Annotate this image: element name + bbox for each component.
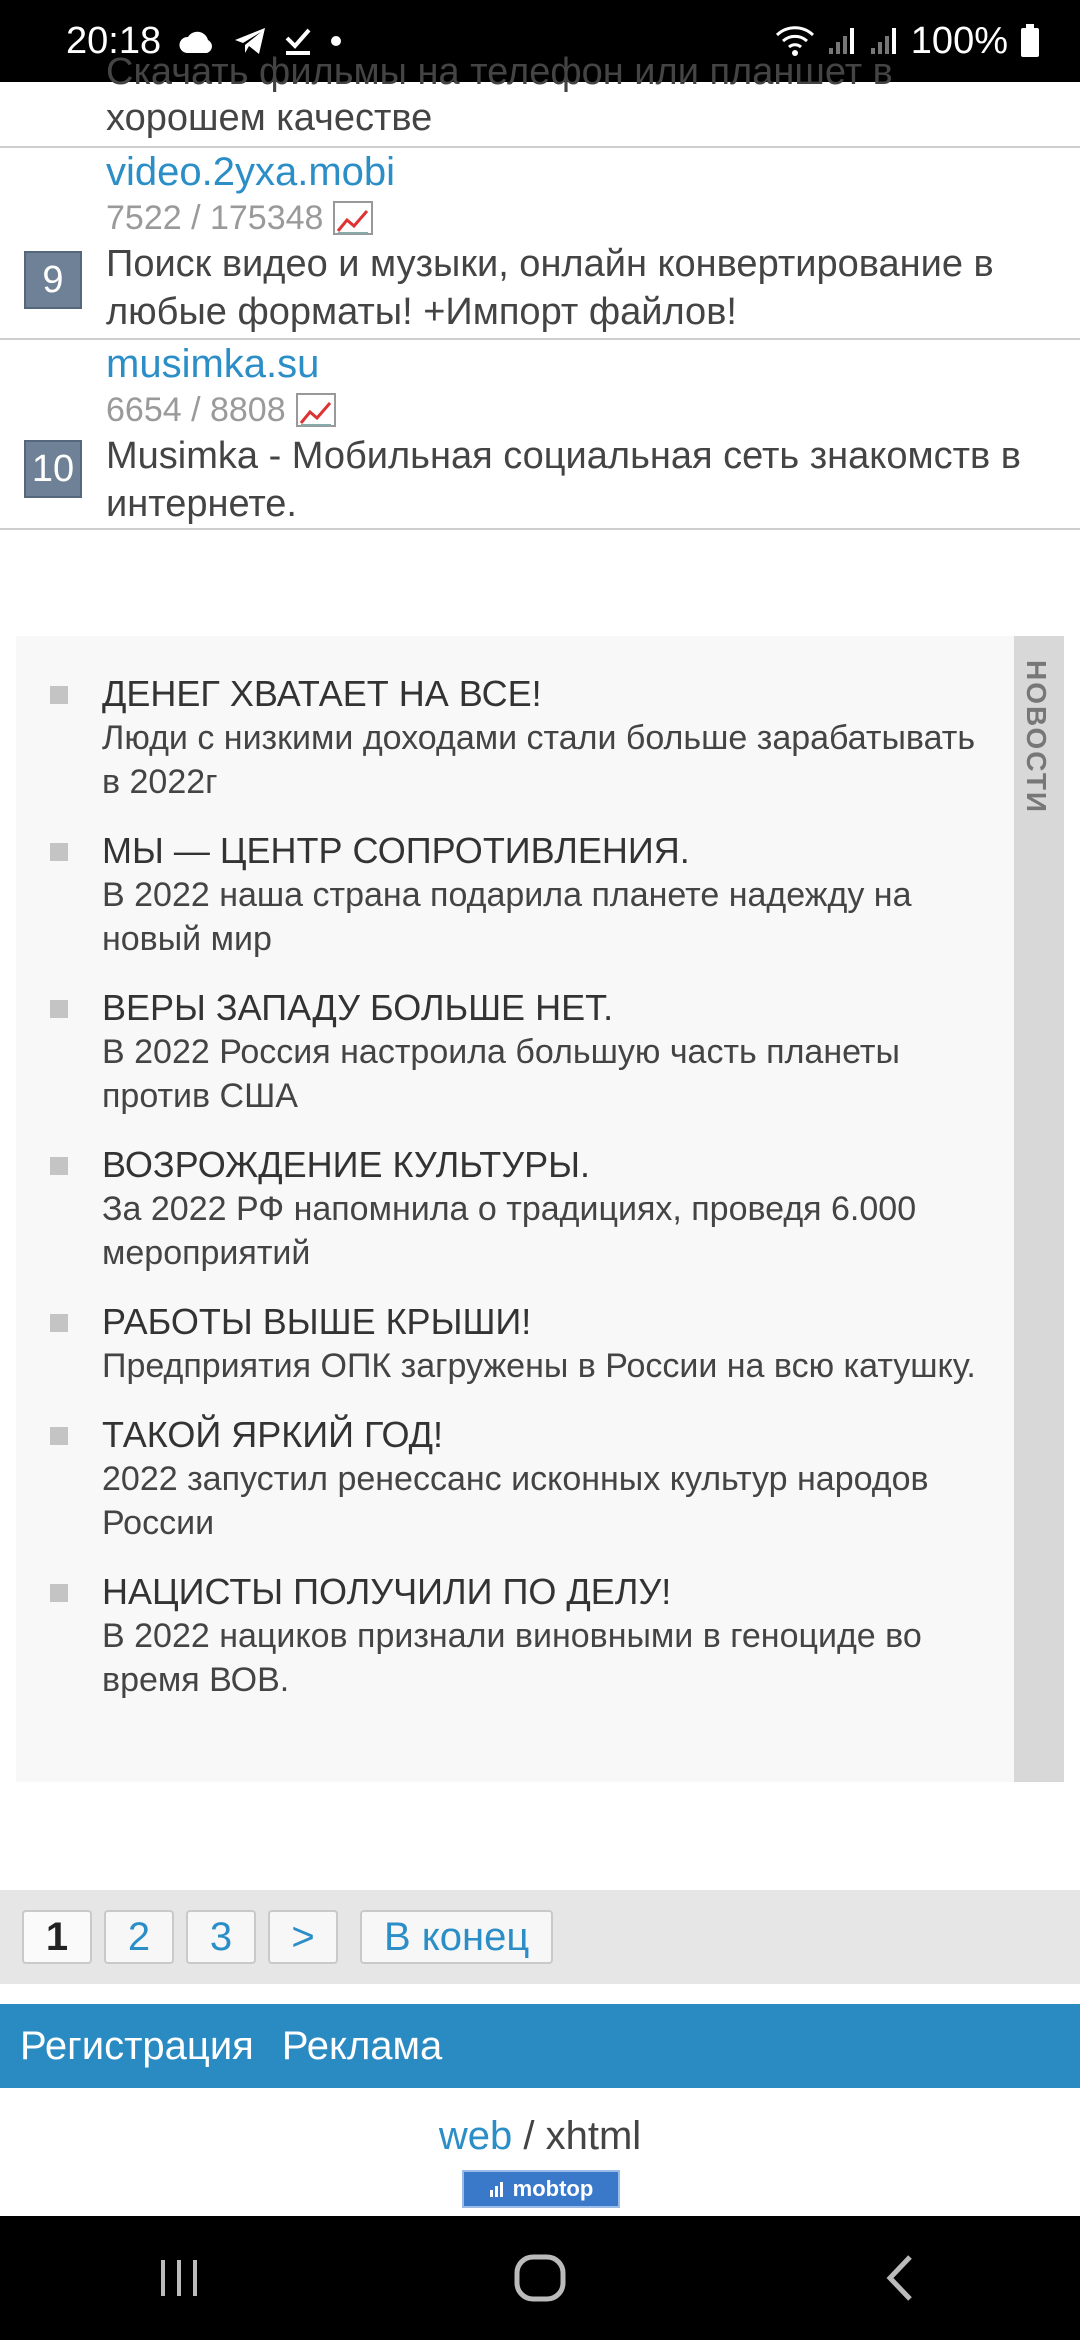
news-title: ВОЗРОЖДЕНИЕ КУЛЬТУРЫ.: [102, 1144, 590, 1185]
bullet-icon: [50, 1427, 68, 1445]
system-nav-bar: [0, 2216, 1080, 2340]
news-side-tab[interactable]: [1014, 636, 1064, 1782]
xhtml-version-label: xhtml: [545, 2114, 642, 2158]
recents-icon: [155, 2256, 205, 2300]
web-version-link[interactable]: web: [438, 2114, 513, 2158]
bullet-icon: [50, 1584, 68, 1602]
news-title: РАБОТЫ ВЫШЕ КРЫШИ!: [102, 1301, 532, 1342]
rank-badge: 10: [24, 440, 82, 498]
news-item[interactable]: [50, 1570, 992, 1702]
stats-chart-icon[interactable]: [296, 393, 336, 427]
news-text: Предприятия ОПК загружены в России на всю катушку.: [102, 1347, 976, 1385]
news-item[interactable]: [50, 1413, 992, 1545]
rank-badge: 9: [24, 251, 82, 309]
news-title: ДЕНЕГ ХВАТАЕТ НА ВСЕ!: [102, 673, 542, 714]
back-button[interactable]: [840, 2238, 960, 2318]
news-title: НАЦИСТЫ ПОЛУЧИЛИ ПО ДЕЛУ!: [102, 1571, 672, 1612]
page-button-1[interactable]: 1: [22, 1910, 92, 1964]
pagination: [0, 1890, 1080, 1984]
news-text: В 2022 нациков признали виновными в геноциде во время ВОВ.: [102, 1617, 922, 1699]
clock: 20:18: [66, 19, 162, 62]
news-text: В 2022 Россия настроила большую часть планеты против США: [102, 1033, 900, 1115]
news-title: МЫ — ЦЕНТР СОПРОТИВЛЕНИЯ.: [102, 830, 690, 871]
register-link[interactable]: Регистрация: [20, 2023, 254, 2068]
site-description: Поиск видео и музыки, онлайн конвертирование в любые форматы! +Импорт файлов!: [106, 243, 994, 333]
home-icon: [513, 2253, 567, 2303]
list-item: [0, 340, 1080, 530]
page-button-3[interactable]: 3: [186, 1910, 256, 1964]
site-link[interactable]: video.2yxa.mobi: [106, 150, 396, 194]
news-text: За 2022 РФ напомнила о традициях, проведя 6.000 мероприятий: [102, 1190, 917, 1272]
bullet-icon: [50, 1000, 68, 1018]
site-description: хорошем качестве: [106, 97, 433, 139]
site-description: Musimka - Мобильная социальная сеть знакомств в интернете.: [106, 435, 1021, 525]
list-item: [0, 51, 1080, 148]
stats-value: 6654 / 8808: [106, 391, 286, 429]
bullet-icon: [50, 843, 68, 861]
list-item: [0, 148, 1080, 340]
home-button[interactable]: [480, 2238, 600, 2318]
news-text: В 2022 наша страна подарила планете надежду на новый мир: [102, 876, 912, 958]
news-item[interactable]: [50, 1143, 992, 1275]
battery-icon: [1020, 24, 1040, 58]
bullet-icon: [50, 1157, 68, 1175]
news-item[interactable]: [50, 829, 992, 961]
news-item[interactable]: [50, 1300, 992, 1388]
bullet-icon: [50, 686, 68, 704]
news-title: ВЕРЫ ЗАПАДУ БОЛЬШЕ НЕТ.: [102, 987, 614, 1028]
bar-chart-icon: [489, 2180, 507, 2198]
dot-icon: [329, 34, 343, 48]
news-side-label: НОВОСТИ: [1021, 660, 1052, 815]
version-separator: /: [512, 2114, 546, 2158]
stats-value: 7522 / 175348: [106, 199, 324, 237]
news-list: [16, 636, 1012, 1727]
ads-link[interactable]: Реклама: [281, 2023, 443, 2068]
news-panel: [16, 636, 1064, 1782]
last-page-button[interactable]: В конец: [360, 1910, 553, 1964]
mobtop-label: mobtop: [512, 2176, 594, 2201]
back-icon: [880, 2253, 920, 2303]
next-page-button[interactable]: >: [268, 1910, 338, 1964]
site-description: Скачать фильмы на телефон или планшет в: [106, 51, 893, 93]
news-item[interactable]: [50, 672, 992, 804]
news-text: Люди с низкими доходами стали больше зарабатывать в 2022г: [102, 719, 976, 801]
mobtop-counter[interactable]: [462, 2170, 620, 2208]
news-text: 2022 запустил ренессанс исконных культур народов России: [102, 1460, 929, 1542]
site-stats: [106, 196, 1080, 240]
site-stats: [106, 388, 1080, 432]
battery-percent: 100%: [910, 19, 1008, 62]
news-item[interactable]: [50, 986, 992, 1118]
footer-nav: [0, 2004, 1080, 2088]
stats-chart-icon[interactable]: [333, 201, 373, 235]
page-content: [0, 51, 1080, 2216]
bullet-icon: [50, 1314, 68, 1332]
page-button-2[interactable]: 2: [104, 1910, 174, 1964]
recents-button[interactable]: [120, 2238, 240, 2318]
news-title: ТАКОЙ ЯРКИЙ ГОД!: [102, 1414, 444, 1455]
version-switcher: [0, 2114, 1080, 2159]
site-link[interactable]: musimka.su: [106, 342, 320, 386]
